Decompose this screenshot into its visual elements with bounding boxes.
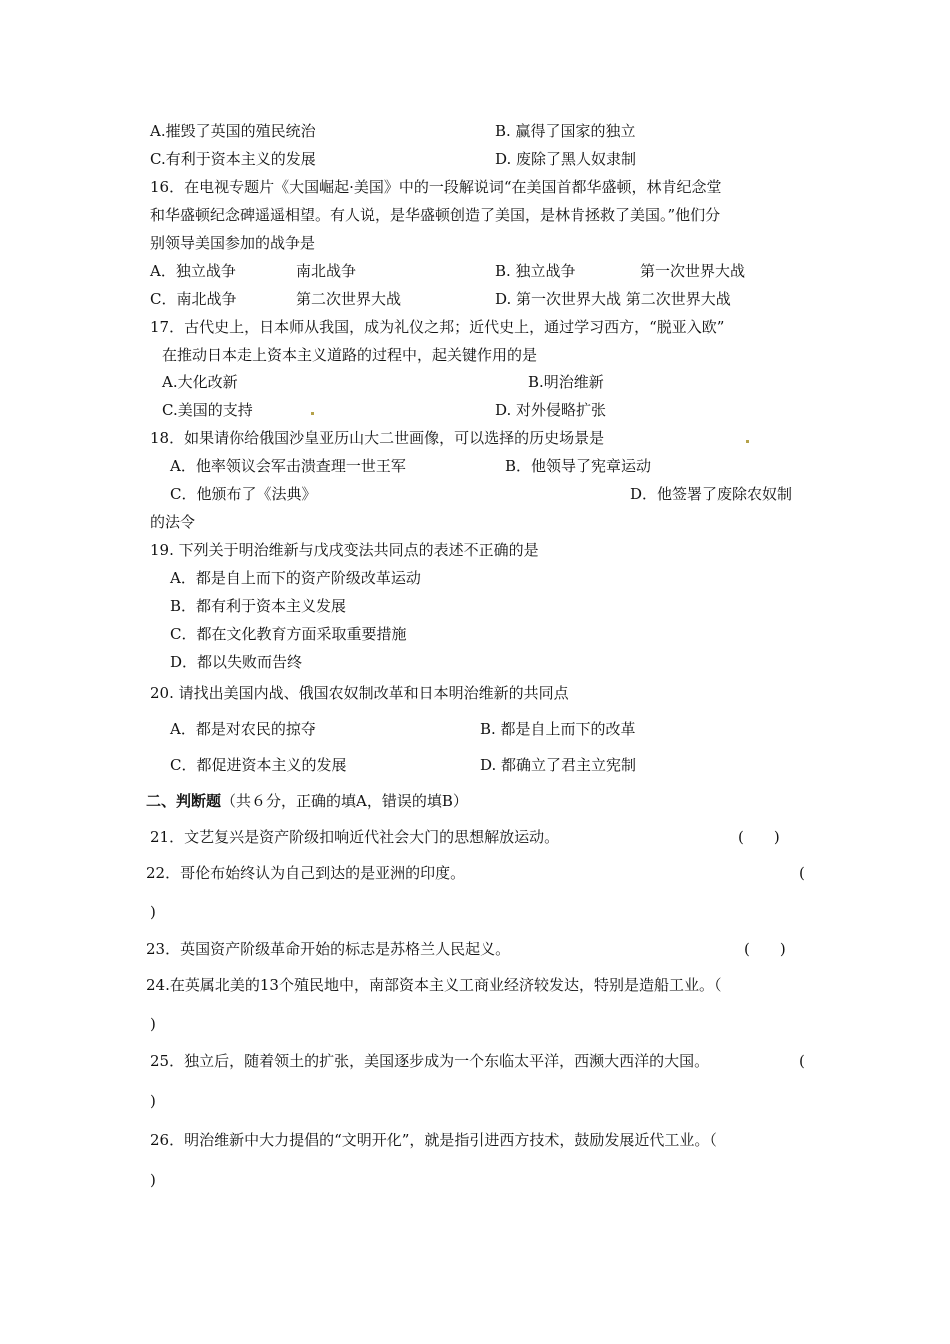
q16-option-d: D. 第一次世界大战 第二次世界大战	[495, 290, 731, 308]
q15-option-b: B. 赢得了国家的独立	[495, 122, 636, 140]
q25-text: 25．独立后，随着领土的扩张，美国逐步成为一个东临太平洋，西濒大西洋的大国。	[150, 1052, 710, 1070]
q21-text: 21．文艺复兴是资产阶级扣响近代社会大门的思想解放运动。	[150, 828, 560, 846]
q24-text: 24.在英属北美的13个殖民地中，南部资本主义工商业经济较发达，特别是造船工业。（	[146, 976, 722, 994]
q16-option-b-second: 第一次世界大战	[640, 262, 746, 280]
q18-option-d: D．他签署了废除农奴制	[630, 485, 793, 503]
q20-option-a: A．都是对农民的掠夺	[170, 720, 316, 738]
q16-stem-line1: 16．在电视专题片《大国崛起·美国》中的一段解说词“在美国首都华盛顿，林肯纪念堂	[150, 178, 722, 196]
q19-option-c: C．都在文化教育方面采取重要措施	[170, 625, 407, 643]
q16-option-c: C．南北战争	[150, 290, 237, 308]
section-note: （共６分，正确的填A，错误的填B）	[221, 792, 468, 810]
q24-answer-close[interactable]: )	[150, 1015, 156, 1033]
q23-text: 23．英国资产阶级革命开始的标志是苏格兰人民起义。	[146, 940, 511, 958]
q22-text: 22．哥伦布始终认为自己到达的是亚洲的印度。	[146, 864, 466, 882]
q17-option-b: B.明治维新	[528, 373, 604, 391]
q16-stem-line2: 和华盛顿纪念碑遥遥相望。有人说，是华盛顿创造了美国，是林肯拯救了美国。”他们分	[150, 206, 721, 224]
q15-option-d: D. 废除了黑人奴隶制	[495, 150, 637, 168]
q17-option-d: D. 对外侵略扩张	[495, 401, 607, 419]
q16-option-a-second: 南北战争	[296, 262, 357, 280]
q18-option-b: B．他领导了宪章运动	[505, 457, 652, 475]
q25-answer-open[interactable]: (	[799, 1052, 805, 1070]
q22-answer-close[interactable]: )	[150, 903, 156, 921]
scan-speck	[746, 440, 749, 443]
q15-option-c: C.有利于资本主义的发展	[150, 150, 316, 168]
q16-option-b: B. 独立战争	[495, 262, 576, 280]
q15-option-a: A.摧毁了英国的殖民统治	[150, 122, 316, 140]
q26-answer-close[interactable]: )	[150, 1171, 156, 1189]
scan-speck	[311, 412, 314, 415]
q19-option-a: A．都是自上而下的资产阶级改革运动	[170, 569, 421, 587]
q18-option-a: A．他率领议会军击溃查理一世王军	[170, 457, 406, 475]
q19-option-b: B．都有利于资本主义发展	[170, 597, 347, 615]
q16-stem-line3: 别领导美国参加的战争是	[150, 234, 316, 252]
section-heading	[146, 791, 468, 811]
q16-option-a: A．独立战争	[150, 262, 236, 280]
q20-option-d: D. 都确立了君主立宪制	[480, 756, 637, 774]
q19-option-d: D．都以失败而告终	[170, 653, 303, 671]
q18-option-d-wrap: 的法令	[150, 513, 196, 531]
q18-stem: 18．如果请你给俄国沙皇亚历山大二世画像，可以选择的历史场景是	[150, 429, 605, 447]
q20-option-b: B. 都是自上而下的改革	[480, 720, 636, 738]
q18-option-c: C．他颁布了《法典》	[170, 485, 317, 503]
q25-answer-close[interactable]: )	[150, 1092, 156, 1110]
section-title: 二、判断题	[146, 792, 222, 810]
q20-stem: 20. 请找出美国内战、俄国农奴制改革和日本明治维新的共同点	[150, 684, 569, 702]
q17-option-c: C.美国的支持	[162, 401, 253, 419]
q19-stem: 19. 下列关于明治维新与戊戌变法共同点的表述不正确的是	[150, 541, 539, 559]
q17-stem-line1: 17．古代史上，日本师从我国，成为礼仪之邦；近代史上，通过学习西方，“脱亚入欧”	[150, 318, 725, 336]
q26-text: 26．明治维新中大力提倡的“文明开化”，就是指引进西方技术，鼓励发展近代工业。（	[150, 1131, 717, 1149]
q22-answer-open[interactable]: (	[799, 864, 805, 882]
q23-answer-blank[interactable]: ( )	[744, 940, 786, 958]
q17-stem-line2: 在推动日本走上资本主义道路的过程中，起关键作用的是	[162, 346, 538, 364]
q20-option-c: C．都促进资本主义的发展	[170, 756, 347, 774]
q16-option-c-second: 第二次世界大战	[296, 290, 402, 308]
q17-option-a: A.大化改新	[162, 373, 238, 391]
q21-answer-blank[interactable]: ( )	[738, 828, 780, 846]
